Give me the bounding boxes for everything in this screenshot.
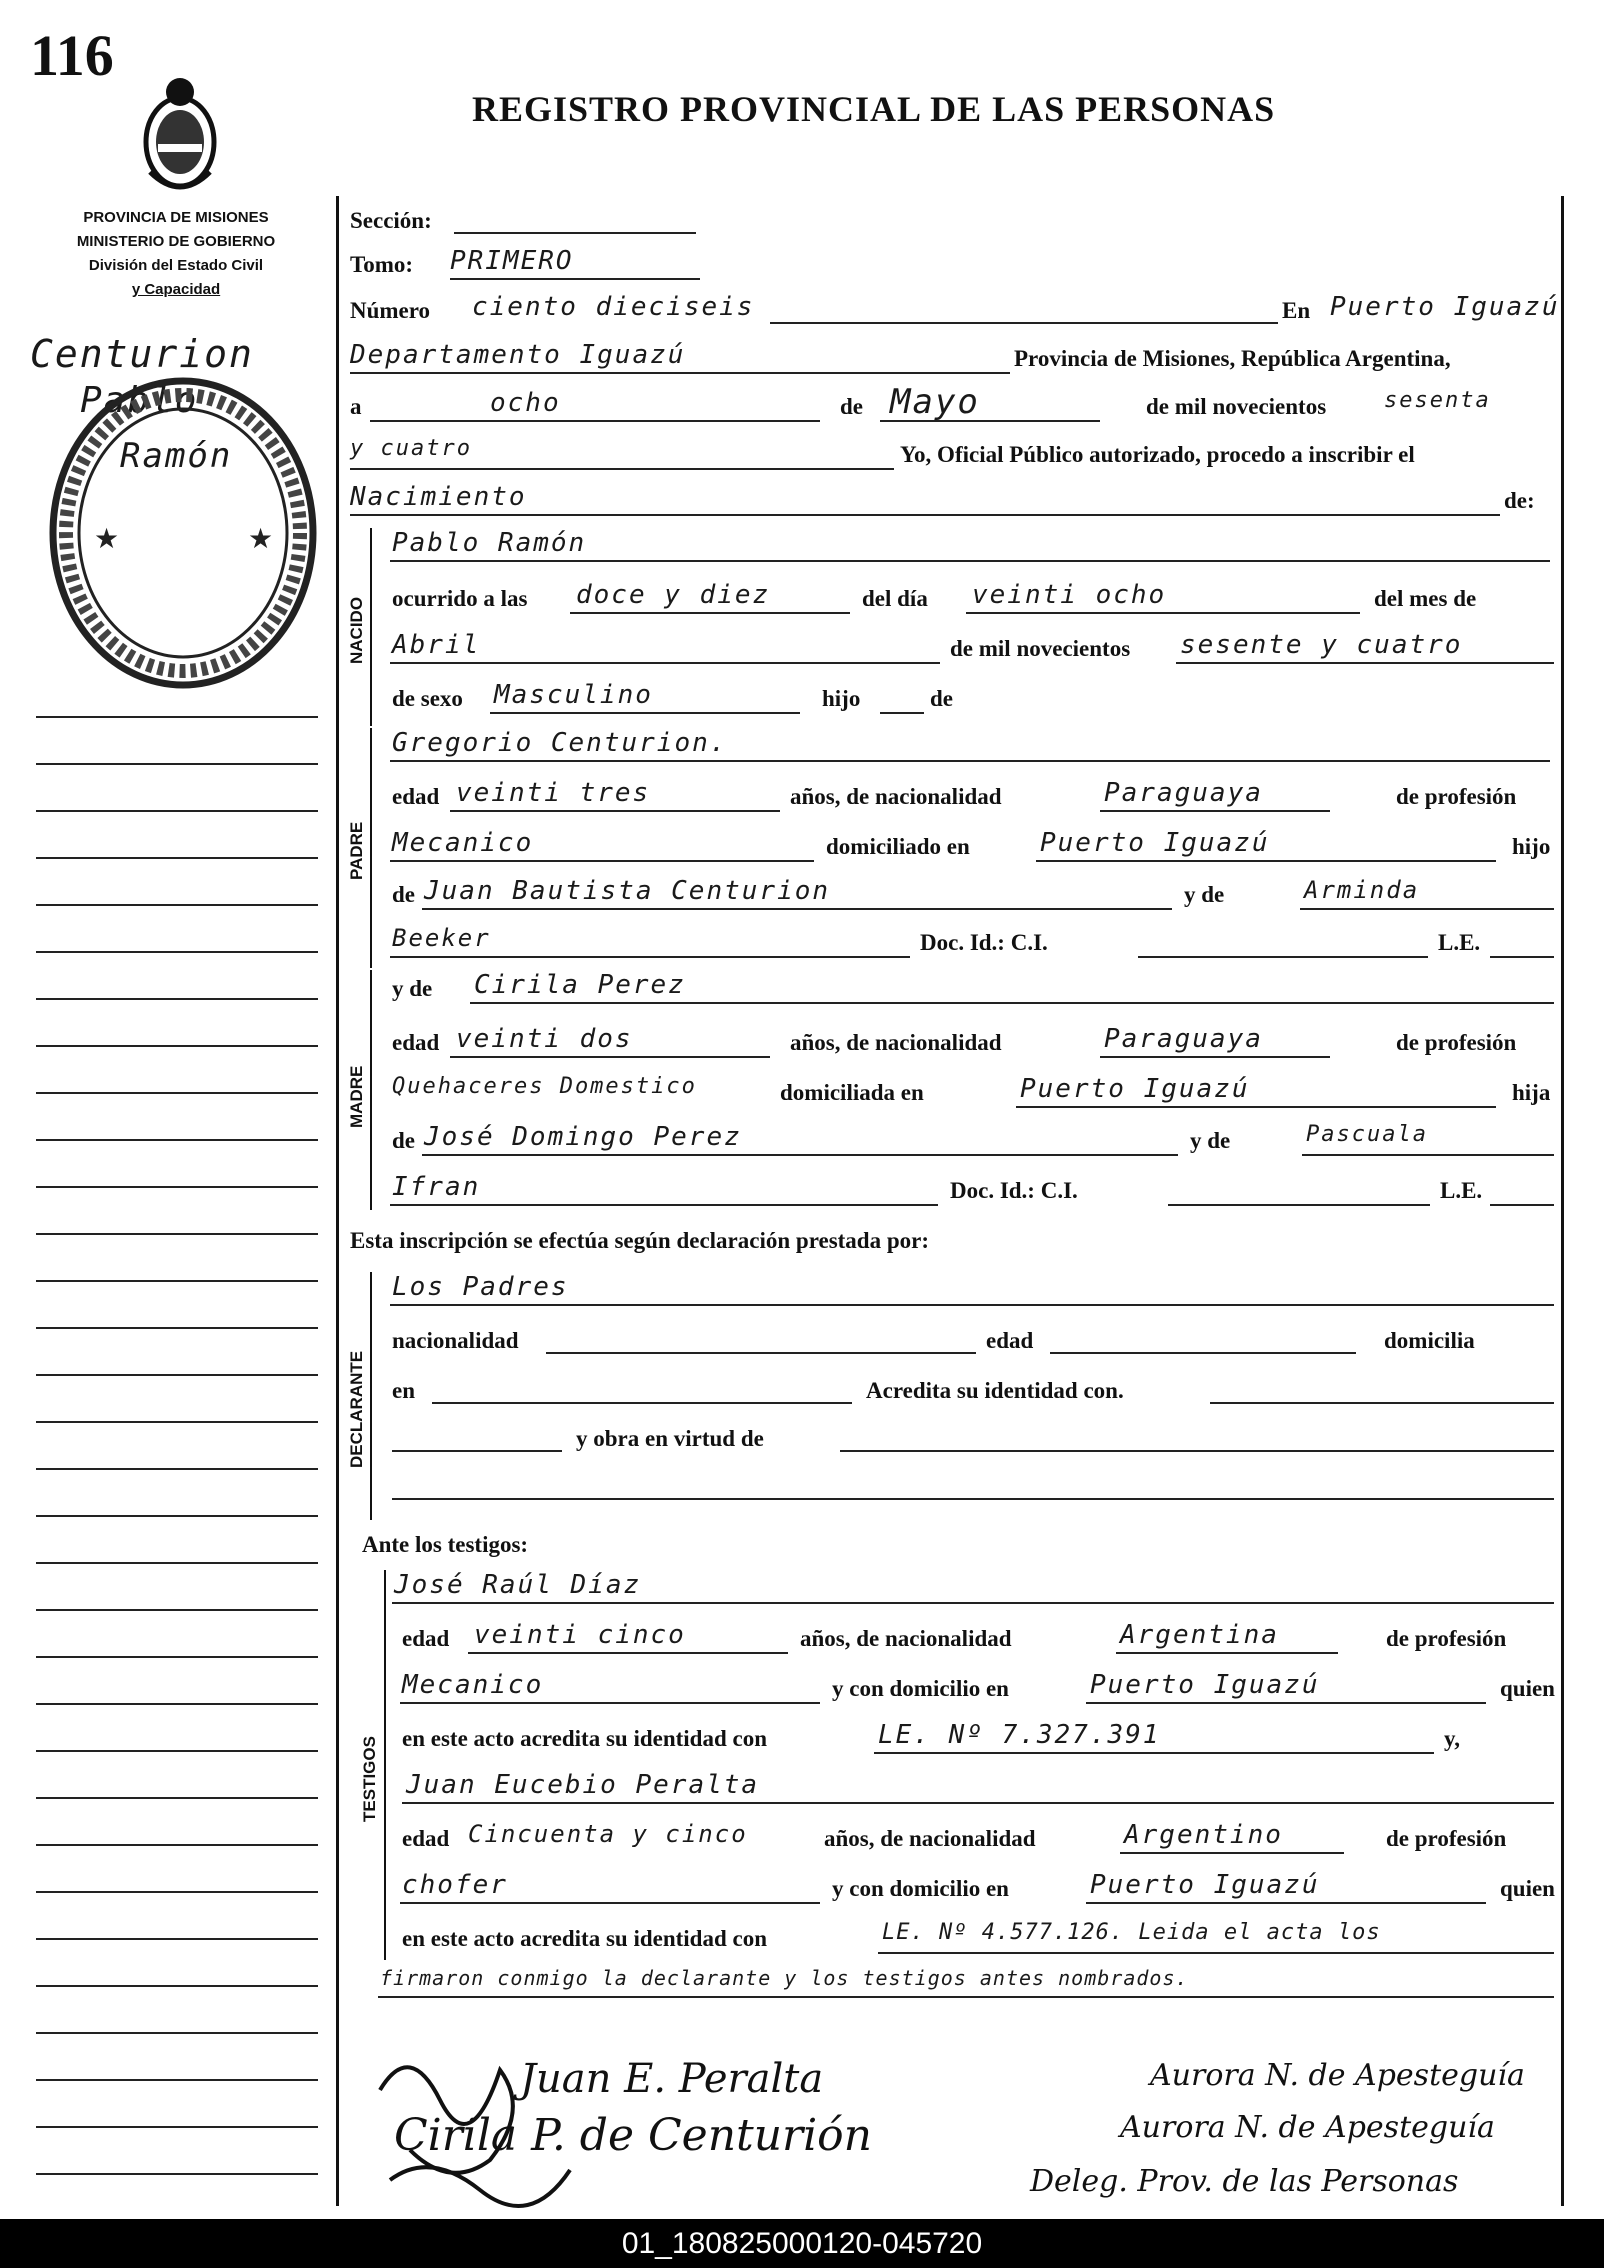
label-y-de-m: y de xyxy=(1190,1128,1231,1153)
value-padre-nombre: Gregorio Centurion. xyxy=(392,728,728,758)
fill-line xyxy=(450,278,700,280)
fill-line xyxy=(470,1002,1554,1004)
row-seccion xyxy=(350,202,1555,242)
fill-line xyxy=(1016,1106,1496,1108)
value-abuela-p: Arminda xyxy=(1304,876,1420,904)
label-esta: Esta inscripción se efectúa según declaración prestada por: xyxy=(350,1228,930,1253)
value-dia: ocho xyxy=(490,388,561,418)
fill-line xyxy=(450,810,780,812)
value-madre-edad: veinti dos xyxy=(456,1024,633,1054)
margin-line xyxy=(36,2126,318,2128)
value-t2-prof: chofer xyxy=(402,1870,508,1900)
row-t1-prof xyxy=(350,1670,1555,1710)
value-abuelo-m: José Domingo Perez xyxy=(424,1122,742,1152)
signature-oficial: Aurora N. de Apesteguía xyxy=(1150,2058,1525,2093)
label-de3: de xyxy=(392,882,415,907)
value-mes: Mayo xyxy=(890,382,980,422)
value-t1-dom: Puerto Iguazú xyxy=(1090,1670,1320,1700)
margin-line xyxy=(36,2079,318,2081)
label-acredita: Acredita su identidad con. xyxy=(866,1378,1124,1403)
row-abuelos-p xyxy=(350,876,1555,916)
margin-line xyxy=(36,1468,318,1470)
fill-line xyxy=(874,1752,1434,1754)
fill-line xyxy=(402,1802,1554,1804)
margin-line xyxy=(36,1938,318,1940)
fill-line xyxy=(880,420,1100,422)
fill-line xyxy=(390,760,1550,762)
value-abuela-m: Pascuala xyxy=(1306,1122,1428,1147)
value-mes-nac: Abril xyxy=(392,630,481,660)
row-departamento xyxy=(350,340,1555,380)
row-t2-edad xyxy=(350,1820,1555,1860)
fill-line xyxy=(490,712,800,714)
margin-line xyxy=(36,1515,318,1517)
label-provincia: Provincia de Misiones, República Argentina, xyxy=(1014,346,1451,371)
margin-line xyxy=(36,1421,318,1423)
value-t1-nombre: José Raúl Díaz xyxy=(394,1570,642,1600)
margin-line xyxy=(36,857,318,859)
value-madre-nombre: Cirila Perez xyxy=(474,970,686,1000)
fill-line xyxy=(378,1996,1554,1998)
value-t1-nac: Argentina xyxy=(1120,1620,1279,1650)
fill-line xyxy=(1300,908,1554,910)
margin-line xyxy=(36,763,318,765)
row-abuelos-m xyxy=(350,1122,1555,1162)
margin-line xyxy=(36,2173,318,2175)
label-padre-edad: edad xyxy=(392,784,440,809)
margin-surname: Centurion xyxy=(30,332,254,376)
margin-line xyxy=(36,1844,318,1846)
margin-line xyxy=(36,1562,318,1564)
fill-line xyxy=(390,560,1550,562)
value-padre-edad: veinti tres xyxy=(456,778,651,808)
row-yo xyxy=(350,436,1555,476)
value-t2-edad: Cincuenta y cinco xyxy=(468,1820,748,1848)
margin-line xyxy=(36,904,318,906)
label-t1-quien: quien xyxy=(1500,1676,1555,1701)
fill-line xyxy=(570,612,850,614)
fill-line xyxy=(1138,956,1428,958)
fill-line xyxy=(454,232,696,234)
label-del-dia: del día xyxy=(862,586,928,611)
agency-line3: División del Estado Civil xyxy=(88,257,264,274)
value-hora: doce y diez xyxy=(576,580,771,610)
value-tomo: PRIMERO xyxy=(450,246,574,276)
row-ocurrido xyxy=(350,580,1555,620)
label-y-de: y de xyxy=(1184,882,1225,907)
margin-line xyxy=(36,716,318,718)
signature-name-oficial: Aurora N. de Apesteguía xyxy=(1120,2110,1495,2145)
margin-line xyxy=(36,1327,318,1329)
margin-line xyxy=(36,998,318,1000)
fill-line xyxy=(1120,1852,1344,1854)
margin-line xyxy=(36,1092,318,1094)
value-t1-prof: Mecanico xyxy=(402,1670,544,1700)
fill-line xyxy=(392,1498,1554,1500)
row-madre-prof xyxy=(350,1074,1555,1114)
side-label-madre: MADRE xyxy=(347,1065,366,1128)
fill-line xyxy=(468,1652,788,1654)
row-ante xyxy=(350,1526,1555,1566)
label-obra: y obra en virtud de xyxy=(576,1426,764,1451)
agency-block xyxy=(30,206,322,302)
label-y-de2: y de xyxy=(392,976,433,1001)
margin-line xyxy=(36,1797,318,1799)
value-sexo: Masculino xyxy=(494,680,653,710)
signature-declarante: Cirila P. de Centurión xyxy=(394,2110,872,2161)
label-de2: de xyxy=(930,686,953,711)
row-mes-nac xyxy=(350,630,1555,670)
label-yo: Yo, Oficial Público autorizado, procedo a inscribir el xyxy=(900,442,1415,467)
fill-line xyxy=(422,908,1172,910)
fill-line xyxy=(390,956,910,958)
fill-line xyxy=(400,1902,820,1904)
page-number: 116 xyxy=(30,23,114,88)
value-padre-dom: Puerto Iguazú xyxy=(1040,828,1270,858)
label-de-mil: de mil novecientos xyxy=(1146,394,1327,419)
value-en: Puerto Iguazú xyxy=(1330,292,1560,322)
coat-of-arms-icon xyxy=(130,72,230,202)
agency-line1: PROVINCIA DE MISIONES xyxy=(83,209,269,226)
row-decl-nac xyxy=(350,1322,1555,1362)
label-madre-edad: edad xyxy=(392,1030,440,1055)
label-doc-p: Doc. Id.: C.I. xyxy=(920,930,1048,955)
fill-line xyxy=(392,1602,1554,1604)
label-domicilia: domicilia xyxy=(1384,1328,1475,1353)
margin-line xyxy=(36,1374,318,1376)
fill-line xyxy=(1490,956,1554,958)
label-seccion: Sección: xyxy=(350,208,432,233)
label-hija: hija xyxy=(1512,1080,1551,1105)
fill-line xyxy=(432,1402,852,1404)
margin-line xyxy=(36,810,318,812)
row-cierre xyxy=(350,1966,1555,2006)
value-cierre: firmaron conmigo la declarante y los testigos antes nombrados. xyxy=(380,1966,1189,1990)
side-label-declarante: DECLARANTE xyxy=(347,1350,366,1468)
signature-scribble-icon xyxy=(370,2030,590,2210)
side-label-nacido: NACIDO xyxy=(347,596,366,664)
fill-line xyxy=(770,322,1278,324)
document-title: REGISTRO PROVINCIAL DE LAS PERSONAS xyxy=(472,89,1276,129)
fill-line xyxy=(350,372,1010,374)
row-madre-nombre xyxy=(350,970,1555,1010)
row-doc-p xyxy=(350,924,1555,964)
fill-line xyxy=(1210,1402,1554,1404)
label-y-comma: y, xyxy=(1444,1726,1460,1751)
value-t2-nac: Argentino xyxy=(1124,1820,1283,1850)
margin-given2: Ramón xyxy=(120,436,233,476)
label-del-mes: del mes de xyxy=(1374,586,1477,611)
label-t1-dom: y con domicilio en xyxy=(832,1676,1009,1701)
fill-line xyxy=(1036,860,1496,862)
margin-given1: Pablo xyxy=(80,380,199,421)
row-acto xyxy=(350,482,1555,522)
value-madre-nac: Paraguaya xyxy=(1104,1024,1263,1054)
fill-line xyxy=(1086,1902,1486,1904)
value-numero: ciento dieciseis xyxy=(472,292,755,322)
label-madre-nac: años, de nacionalidad xyxy=(790,1030,1002,1055)
label-sexo: de sexo xyxy=(392,686,463,711)
label-tomo: Tomo: xyxy=(350,252,414,277)
margin-line xyxy=(36,1280,318,1282)
row-padre-nombre xyxy=(350,728,1555,768)
label-de: de xyxy=(840,394,863,419)
label-madre-dom: domiciliada en xyxy=(780,1080,924,1105)
margin-line xyxy=(36,1609,318,1611)
label-padre-nac: años, de nacionalidad xyxy=(790,784,1002,809)
official-seal-icon xyxy=(38,368,328,698)
value-padre-nac: Paraguaya xyxy=(1104,778,1263,808)
label-padre-prof: de profesión xyxy=(1396,784,1517,809)
value-madre-dom: Puerto Iguazú xyxy=(1020,1074,1250,1104)
label-madre-prof: de profesión xyxy=(1396,1030,1517,1055)
row-madre-edad xyxy=(350,1024,1555,1064)
fill-line xyxy=(878,1952,1554,1954)
label-t1-acto: en este acto acredita su identidad con xyxy=(402,1726,768,1751)
row-nombre xyxy=(350,528,1555,568)
value-t1-edad: veinti cinco xyxy=(474,1620,686,1650)
value-dia-nac: veinti ocho xyxy=(972,580,1167,610)
fill-line xyxy=(1100,1056,1330,1058)
value-anio1: sesenta xyxy=(1384,388,1491,413)
label-ante: Ante los testigos: xyxy=(362,1532,529,1557)
label-t2-prof: de profesión xyxy=(1386,1826,1507,1851)
agency-line2: MINISTERIO DE GOBIERNO xyxy=(76,233,276,250)
margin-line xyxy=(36,1045,318,1047)
fill-line xyxy=(1116,1652,1338,1654)
fill-line xyxy=(1176,662,1554,664)
row-sexo xyxy=(350,680,1555,720)
fill-line xyxy=(390,1304,1554,1306)
value-acto: Nacimiento xyxy=(350,482,527,512)
row-t1-acto xyxy=(350,1720,1555,1760)
fill-line xyxy=(390,1204,938,1206)
margin-line xyxy=(36,1186,318,1188)
value-t2-nombre: Juan Eucebio Peralta xyxy=(406,1770,760,1800)
label-edad2: edad xyxy=(986,1328,1034,1353)
margin-line xyxy=(36,1656,318,1658)
row-declarante xyxy=(350,1272,1555,1312)
label-hijo: hijo xyxy=(822,686,861,711)
fill-line xyxy=(350,468,894,470)
fill-line xyxy=(1086,1702,1486,1704)
label-de-m: de xyxy=(392,1128,415,1153)
label-doc-m: Doc. Id.: C.I. xyxy=(950,1178,1078,1203)
fill-line xyxy=(390,662,940,664)
label-a: a xyxy=(350,394,362,419)
side-label-padre: PADRE xyxy=(347,821,366,880)
fill-line xyxy=(350,514,1500,516)
label-t1-edad: edad xyxy=(402,1626,450,1651)
value-abuela-m2: Ifran xyxy=(392,1172,481,1202)
fill-line xyxy=(966,612,1360,614)
margin-line xyxy=(36,1139,318,1141)
value-anio2: y cuatro xyxy=(350,436,472,461)
row-fecha xyxy=(350,382,1555,428)
fill-line xyxy=(392,1450,562,1452)
label-de-mil2: de mil novecientos xyxy=(950,636,1131,661)
svg-text:★: ★ xyxy=(94,524,120,555)
row-t1-edad xyxy=(350,1620,1555,1660)
fill-line xyxy=(1050,1352,1356,1354)
margin-line xyxy=(36,1985,318,1987)
row-padre-edad xyxy=(350,778,1555,818)
label-t2-nac: años, de nacionalidad xyxy=(824,1826,1036,1851)
footer-id: 01_180825000120-045720 xyxy=(0,2219,1604,2268)
row-decl-en xyxy=(350,1372,1555,1412)
value-departamento: Departamento Iguazú xyxy=(350,340,686,370)
row-decl-blank xyxy=(350,1468,1555,1508)
agency-line4: y Capacidad xyxy=(131,281,221,298)
margin-line xyxy=(36,1703,318,1705)
fill-line xyxy=(546,1352,976,1354)
margin-line xyxy=(36,1750,318,1752)
fill-line xyxy=(450,1056,770,1058)
fill-line xyxy=(880,712,924,714)
label-t1-nac: años, de nacionalidad xyxy=(800,1626,1012,1651)
row-doc-m xyxy=(350,1172,1555,1212)
label-nacionalidad: nacionalidad xyxy=(392,1328,519,1353)
signature-testigo: Juan E. Peralta xyxy=(520,2056,824,2102)
fill-line xyxy=(1302,1154,1554,1156)
fill-line xyxy=(390,860,814,862)
margin-line xyxy=(36,1233,318,1235)
row-tomo xyxy=(350,246,1555,286)
row-decl-obra xyxy=(350,1420,1555,1460)
margin-line xyxy=(36,1891,318,1893)
value-t2-dom: Puerto Iguazú xyxy=(1090,1870,1320,1900)
svg-text:★: ★ xyxy=(248,524,274,555)
row-t1-nombre xyxy=(350,1570,1555,1610)
label-t1-prof: de profesión xyxy=(1386,1626,1507,1651)
fill-line xyxy=(370,420,820,422)
margin-line xyxy=(36,2032,318,2034)
signature-title: Deleg. Prov. de las Personas xyxy=(1030,2164,1459,2199)
value-anio-nac: sesente y cuatro xyxy=(1180,630,1463,660)
value-abuela-p2: Beeker xyxy=(392,924,491,952)
label-numero: Número xyxy=(350,298,431,323)
side-label-testigos: TESTIGOS xyxy=(360,1736,379,1822)
fill-line xyxy=(840,1450,1554,1452)
fill-line xyxy=(1100,810,1330,812)
value-padre-prof: Mecanico xyxy=(392,828,534,858)
value-declarante: Los Padres xyxy=(392,1272,569,1302)
row-t2-prof xyxy=(350,1870,1555,1910)
row-padre-prof xyxy=(350,828,1555,868)
label-le-m: L.E. xyxy=(1440,1178,1483,1203)
value-t1-doc: LE. Nº 7.327.391 xyxy=(878,1720,1161,1750)
label-de-colon: de: xyxy=(1504,488,1535,513)
value-madre-prof: Quehaceres Domestico xyxy=(392,1074,697,1099)
fill-line xyxy=(1490,1204,1554,1206)
value-nombre: Pablo Ramón xyxy=(392,528,587,558)
row-t2-nombre xyxy=(350,1770,1555,1810)
label-t2-edad: edad xyxy=(402,1826,450,1851)
label-le-p: L.E. xyxy=(1438,930,1481,955)
margin-line xyxy=(36,951,318,953)
label-en: En xyxy=(1282,298,1311,323)
value-abuelo-p: Juan Bautista Centurion xyxy=(424,876,831,906)
label-t2-acto: en este acto acredita su identidad con xyxy=(402,1926,768,1951)
fill-line xyxy=(422,1154,1178,1156)
label-hijo2: hijo xyxy=(1512,834,1551,859)
row-esta xyxy=(350,1222,1555,1262)
fill-line xyxy=(1168,1204,1430,1206)
row-t2-acto xyxy=(350,1920,1555,1960)
label-padre-dom: domiciliado en xyxy=(826,834,970,859)
value-t2-doc: LE. Nº 4.577.126. Leida el acta los xyxy=(882,1920,1381,1945)
label-t2-quien: quien xyxy=(1500,1876,1555,1901)
fill-line xyxy=(400,1702,820,1704)
label-ocurrido: ocurrido a las xyxy=(392,586,528,611)
label-en2: en xyxy=(392,1378,415,1403)
label-t2-dom: y con domicilio en xyxy=(832,1876,1009,1901)
row-numero xyxy=(350,292,1560,332)
